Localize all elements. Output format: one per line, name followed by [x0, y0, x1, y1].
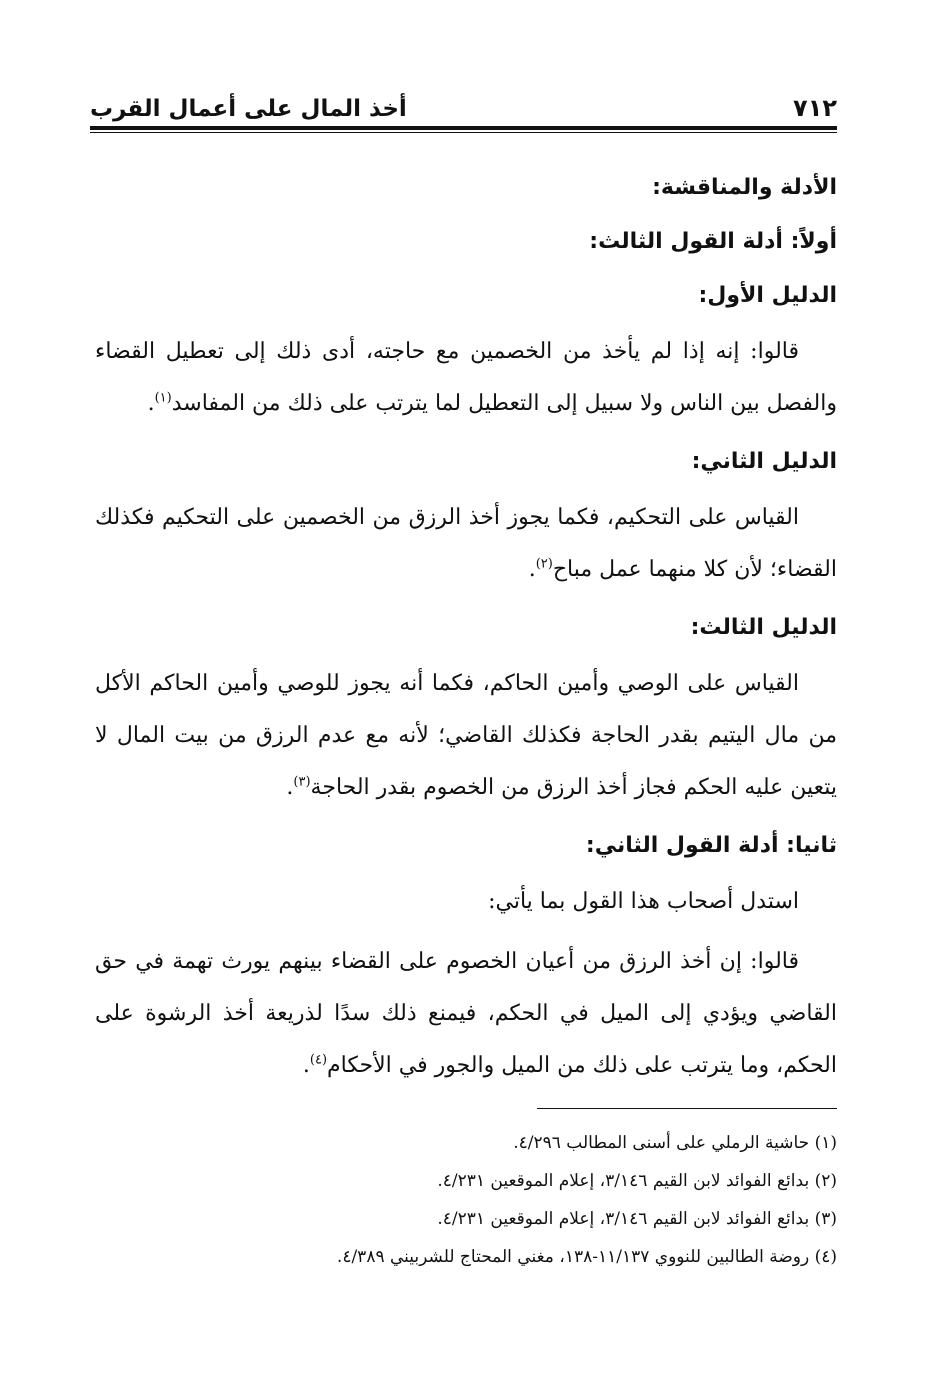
footnotes — [95, 1124, 837, 1276]
paragraph-5: قالوا: إن أخذ الرزق من أعيان الخصوم على القضاء بينهم يورث تهمة في حق القاضي ويؤدي إلى الميل في الحكم، فيمنع ذلك سدًا لذريعة أخذ الرشوة على الحكم، وما يترتب على ذلك من الميل والجور في الأحكام$^{(٤)}$. — [95, 949, 837, 1078]
footnote-ref-2[interactable]: (٢) — [535, 556, 553, 572]
footnote-ref-1[interactable]: (١) — [154, 390, 172, 406]
paragraph-4-text: استدل أصحاب هذا القول بما يأتي: — [488, 889, 799, 914]
paragraph-3-text: القياس على الوصي وأمين الحاكم، فكما أنه يجوز للوصي وأمين الحاكم الأكل من مال اليتيم بقدر الحاجة فكذلك القاضي؛ لأنه مع عدم الرزق من بيت المال لا يتعين عليه الحكم فجاز أخذ الرزق من الخصوم بقدر الحاجة — [95, 671, 837, 800]
footnote-3: (٣) بدائع الفوائد لابن القيم ٣/١٤٦، إعلام الموقعين ٤/٢٣١. — [437, 1209, 837, 1229]
paragraph-1: قالوا: إنه إذا لم يأخذ من الخصمين مع حاجته، أدى ذلك إلى تعطيل القضاء والفصل بين الناس ولا سبيل إلى التعطيل لما يترتب على ذلك من المفاسد$^{(١)}$. — [95, 339, 837, 416]
paragraph-2: القياس على التحكيم، فكما يجوز أخذ الرزق من الخصمين على التحكيم فكذلك القضاء؛ لأن كلا منهما عمل مباح$^{(٢)}$. — [95, 505, 837, 582]
section-heading-evidence: الأدلة والمناقشة: — [652, 175, 837, 200]
subsection-heading-third-opinion: أولاً: أدلة القول الثالث: — [589, 229, 837, 254]
footnote-2: (٢) بدائع الفوائد لابن القيم ٣/١٤٦، إعلام الموقعين ٤/٢٣١. — [437, 1171, 837, 1191]
page-number: ٧١٢ — [793, 94, 837, 122]
footnote-ref-4[interactable]: (٤) — [309, 1052, 328, 1068]
paragraph-2-text: القياس على التحكيم، فكما يجوز أخذ الرزق من الخصمين على التحكيم فكذلك القضاء؛ لأن كلا منهما عمل مباح — [95, 505, 837, 582]
footnote-separator — [537, 1108, 837, 1109]
proof-heading-1: الدليل الأول: — [698, 283, 837, 308]
footnote-ref-3[interactable]: (٣) — [293, 774, 311, 790]
paragraph-3: القياس على الوصي وأمين الحاكم، فكما أنه يجوز للوصي وأمين الحاكم الأكل من مال اليتيم بقدر الحاجة فكذلك القاضي؛ لأنه مع عدم الرزق من بيت المال لا يتعين عليه الحكم فجاز أخذ الرزق من الخصوم بقدر الحاجة$^{(٣)}$. — [95, 671, 837, 800]
paragraph-5-text: قالوا: إن أخذ الرزق من أعيان الخصوم على القضاء بينهم يورث تهمة في حق القاضي ويؤدي إلى الميل في الحكم، فيمنع ذلك سدًا لذريعة أخذ الرشوة على الحكم، وما يترتب على ذلك من الميل والجور في الأحكام — [95, 949, 837, 1078]
subsection-heading-second-opinion: ثانيا: أدلة القول الثاني: — [585, 833, 837, 858]
footnote-1: (١) حاشية الرملي على أسنى المطالب ٤/٢٩٦. — [513, 1133, 837, 1153]
running-title: أخذ المال على أعمال القرب — [90, 96, 407, 122]
paragraph-1-text: قالوا: إنه إذا لم يأخذ من الخصمين مع حاجته، أدى ذلك إلى تعطيل القضاء والفصل بين الناس ولا سبيل إلى التعطيل لما يترتب على ذلك من المفاسد — [95, 339, 837, 416]
proof-heading-3: الدليل الثالث: — [690, 615, 837, 640]
footnote-4: (٤) روضة الطالبين للنووي ١١/١٣٧-١٣٨، مغني المحتاج للشربيني ٤/٣٨٩. — [336, 1247, 837, 1267]
header-rule — [90, 126, 837, 133]
running-header — [90, 82, 837, 122]
main-text — [95, 160, 837, 1100]
proof-heading-2: الدليل الثاني: — [691, 449, 837, 474]
paragraph-4 — [95, 876, 837, 928]
